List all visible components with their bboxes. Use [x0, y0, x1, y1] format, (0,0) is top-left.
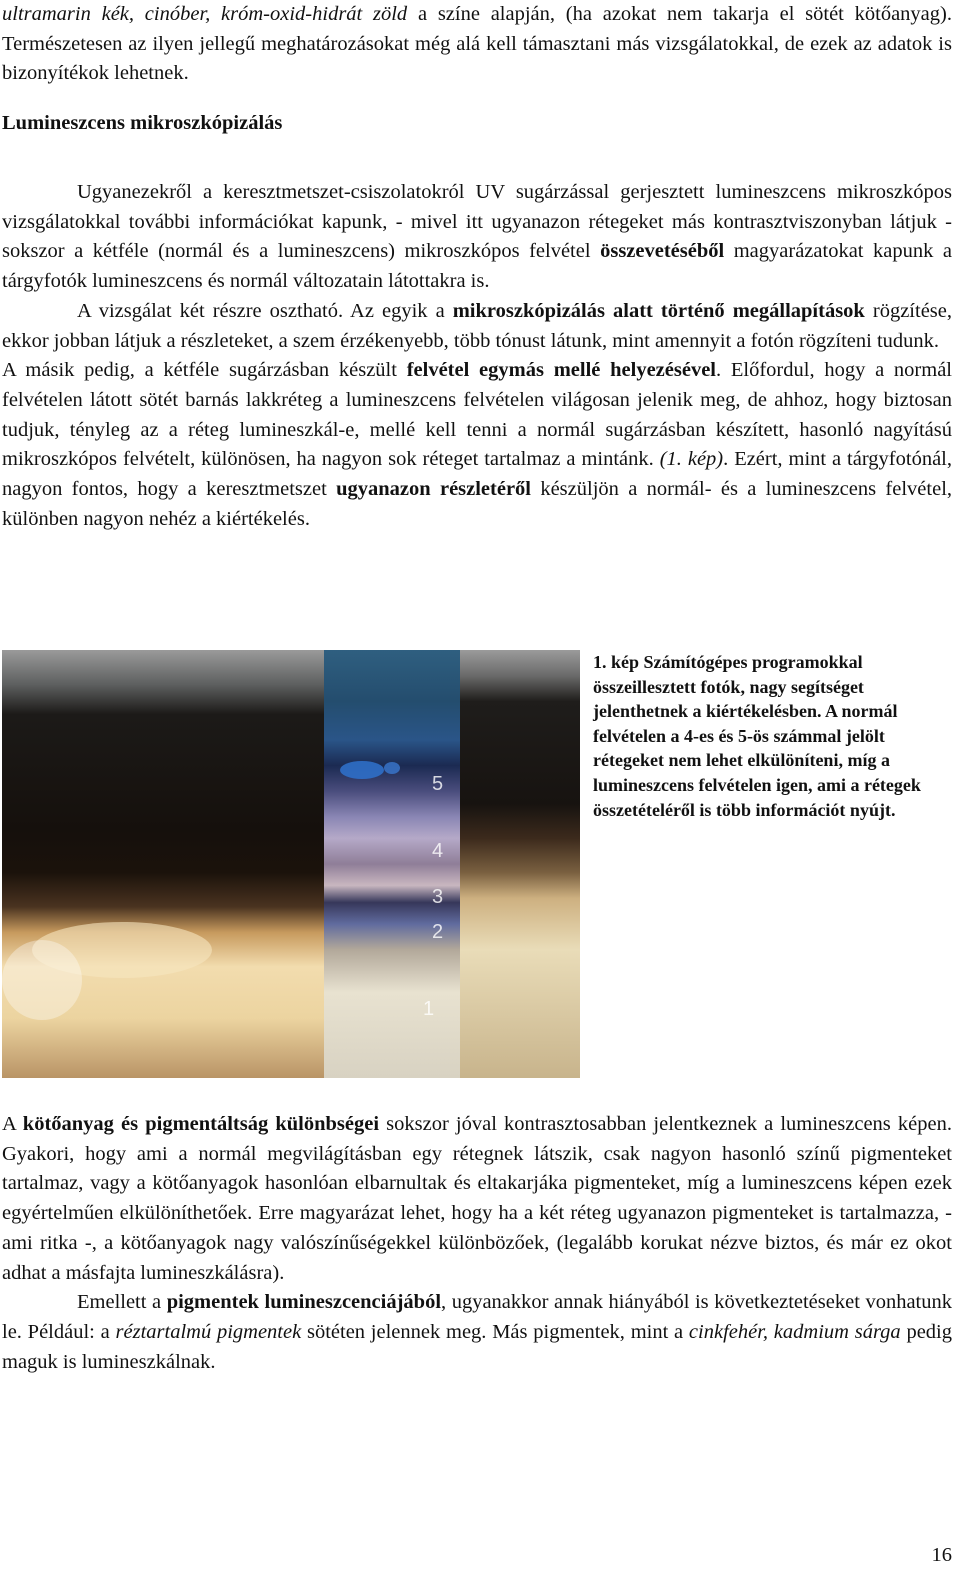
figure-reference: (1. kép)	[659, 448, 724, 471]
italic-term: réztartalmú pigmentek	[115, 1320, 302, 1343]
paragraph-3: A másik pedig, a kétféle sugárzásban készült felvétel egymás mellé helyezésével. Előfordul, hogy a normál felvételen látott sötét barnás lakkréteg a lumineszcens felvételen világosan jelenik meg, de ahhoz, hogy biztosan tudjuk, tényleg az a réteg lumineszkál-e, mellé kell tenni a normál sugárzásban készített, hasonló nagyítású mikroszkópos felvételt, különösen, ha nagyon sok réteget tartalmaz a mintánk. (1. kép). Ezért, mint a tárgyfotónál, nagyon fontos, hogy a keresztmetszet ugyanazon részletéről készüljön a normál- és a lumineszcens felvétel, különben nagyon nehéz a kiértékelés.	[2, 359, 953, 530]
emphasis: felvétel egymás mellé helyezésével	[406, 359, 716, 382]
intro-paragraph	[2, 0, 952, 89]
cross-section-image	[2, 650, 580, 1078]
italic-term: cinkfehér, kadmium sárga	[688, 1320, 901, 1343]
emphasis: ugyanazon részletéről	[336, 478, 532, 501]
page-number: 16	[931, 1544, 952, 1566]
paragraph-1: Ugyanezekről a keresztmetszet-csiszolatokról UV sugárzással gerjesztett lumineszcens mikroszkópos vizsgálatokkal további információkat kapunk, - mivel itt ugyanazon rétegeket más kontrasztviszonyban látjuk - sokszor a kétféle (normál és a lumineszcens) mikroszkópos felvétel összevetéséből magyarázatokat kapunk a tárgyfotók lumineszcens és normál változatain látottakra is.	[2, 181, 952, 293]
emphasis: összevetéséből	[600, 240, 725, 263]
body-after-figure	[2, 1110, 952, 1377]
figure-caption: 1. kép Számítógépes programokkal összeillesztett fotók, nagy segítséget jelenthetnek a kiértékelésben. A normál felvételen a 4-es és 5-ös számmal jelölt rétegeket nem lehet elkülöníteni, míg a lumineszcens felvételen igen, ami a rétegek összetételéről is több információt nyújt.	[593, 652, 921, 820]
paragraph-5: Emellett a pigmentek lumineszcenciájából, ugyanakkor annak hiányából is következtetéseket vonhatunk le. Például: a réztartalmú pigmentek sötéten jelennek meg. Más pigmentek, mint a cinkfehér, kadmium sárga pedig maguk is lumineszkálnak.	[2, 1291, 953, 1373]
intro-rest: a színe alapján, (ha azokat nem takarja el sötét kötőanyag). Természetesen az ilyen jellegű meghatározásokat még alá kell támasztani más vizsgálatokkal, de ezek az adatok is bizonyítékok lehetnek.	[2, 3, 952, 85]
pigment-names: ultramarin kék, cinóber, króm-oxid-hidrát zöld	[2, 3, 408, 25]
paragraph-4: A kötőanyag és pigmentáltság különbségei sokszor jóval kontrasztosabban jelentkeznek a lumineszcens képen. Gyakori, hogy ami a normál megvilágításban egy rétegnek látszik, csak nagyon hasonló színű pigmenteket tartalmaz, vagy a kötőanyagok hasonlóan elbarnultak és eltakarjáka pigmenteket, míg a lumineszcens képen ezek egyértelműen elkülöníthetőek. Erre magyarázat lehet, hogy ha a két réteg ugyanazon pigmenteket is tartalmazza, - ami ritka -, a kötőanyagok nagy valószínűségekkel különbözőek, (legalább korukat nézve biztos, és már ez okot adhat a másfajta lumineszkálásra).	[2, 1113, 952, 1284]
cross-section-photo	[2, 650, 580, 1078]
section-heading: Lumineszcens mikroszkópizálás	[2, 112, 283, 134]
emphasis: mikroszkópizálás alatt történő megállapítások	[452, 299, 865, 322]
layer-label-5: 5	[432, 773, 444, 795]
layer-label-4: 4	[432, 840, 444, 862]
layer-label-1: 1	[423, 998, 435, 1020]
layer-label-2: 2	[432, 921, 444, 943]
layer-label-3: 3	[432, 886, 444, 908]
intro-text	[2, 0, 952, 89]
paragraph-2: A vizsgálat két részre osztható. Az egyik a mikroszkópizálás alatt történő megállapítások rögzítése, ekkor jobban látjuk a részleteket, a szem érzékenyebb, több tónust látunk, mint amennyit a fotón rögzíteni tudunk.	[2, 299, 952, 352]
section-body	[2, 178, 952, 534]
emphasis: pigmentek lumineszcenciájából	[166, 1291, 442, 1314]
emphasis: kötőanyag és pigmentáltság különbségei	[22, 1113, 380, 1135]
